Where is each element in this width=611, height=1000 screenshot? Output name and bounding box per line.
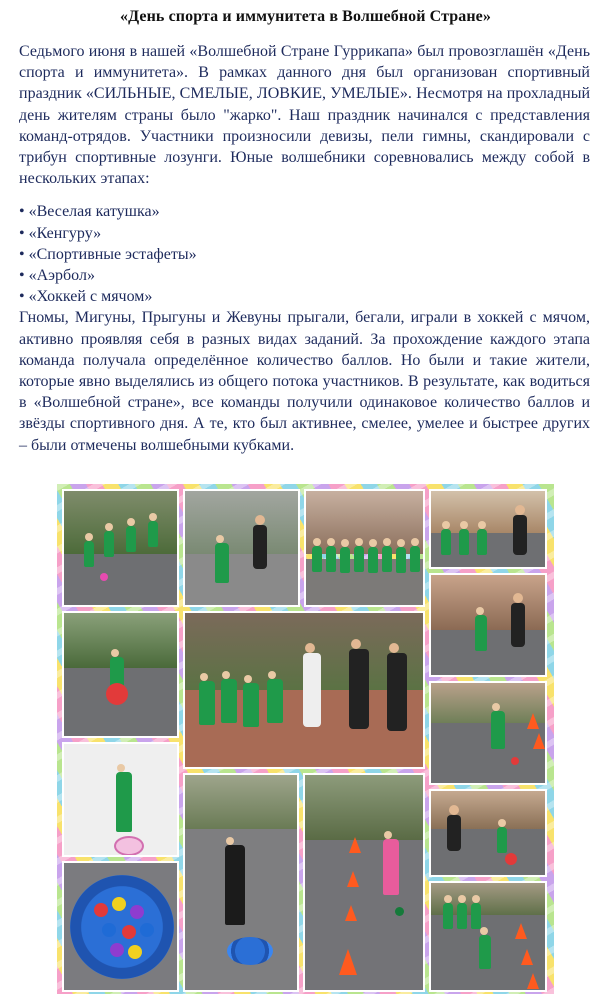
child-figure [84, 541, 94, 567]
child-figure [497, 827, 507, 853]
child-figure [479, 935, 491, 969]
photo-team-lineup [304, 489, 425, 607]
adult-figure [447, 815, 461, 851]
photo-collage [57, 484, 554, 994]
photo-background [305, 775, 423, 840]
child-figure [326, 546, 336, 572]
page-title: «День спорта и иммунитета в Волшебной Стране» [120, 8, 491, 25]
child-figure [104, 531, 114, 557]
adult-figure [511, 603, 525, 647]
adult-figure [513, 515, 527, 555]
child-figure [477, 529, 487, 555]
outro-paragraph: Гномы, Мигуны, Прыгуны и Жевуны прыгали, бегали, играли в хоккей с мячом, активно проявляя себя в разных видах заданий. За прохождение каждого этапа команда получала определённое количество баллов. Но были и такие жители, которые явно выделялись из общего потока участников. В результате, как водиться в «Волшебной стране», все команды получили одинаковое количество баллов и звёзды спортивного дня. А те, кто был активнее, смелее, умелее и быстрее других – были отмечены волшебными кубками. [19, 309, 590, 454]
ball [110, 943, 124, 957]
cone [527, 713, 539, 729]
list-item: • «Кенгуру» [19, 223, 590, 244]
cone [533, 733, 545, 749]
child-figure [267, 679, 283, 723]
photo-running-kid [429, 789, 547, 877]
photo-kid-throwing [62, 742, 179, 857]
photo-background [64, 491, 177, 554]
photo-kid-with-adult [183, 489, 300, 607]
photo-ground [305, 840, 423, 991]
adult-figure [349, 649, 369, 729]
child-figure [475, 615, 487, 651]
photo-kids-line [62, 489, 179, 607]
photo-group-outdoor [429, 489, 547, 569]
list-item: • «Аэрбол» [19, 265, 590, 286]
child-figure [410, 546, 420, 572]
article-body [19, 41, 590, 456]
child-figure [383, 839, 399, 895]
child-figure [368, 547, 378, 573]
photo-ground [431, 630, 545, 675]
ball [130, 905, 144, 919]
child-figure [396, 547, 406, 573]
child-figure [243, 683, 259, 727]
cone [339, 949, 357, 975]
photo-hopper-ball [62, 611, 179, 738]
photo-cones-course [303, 773, 425, 992]
cone [345, 905, 357, 921]
ball [94, 903, 108, 917]
cone [527, 973, 539, 989]
child-figure [441, 529, 451, 555]
child-figure [443, 903, 453, 929]
basket [114, 836, 144, 856]
child-figure [148, 521, 158, 547]
child-figure [457, 903, 467, 929]
intro-paragraph: Седьмого июня в нашей «Волшебной Стране Гуррикапа» был провозглашён «День спорта и иммунитета». В рамках данного дня был организован спортивный праздник «СИЛЬНЫЕ, СМЕЛЫЕ, ЛОВКИЕ, УМЕЛЫЕ». Несмотря на прохладный день жителям страны было "жарко". Наш праздник начинался с представления команд-отрядов. Участники произносили девизы, пели гимны, скандировали с трибун спортивные лозунги. Юные волшебники соревновались между собой в нескольких этапах: [19, 43, 590, 188]
list-item: • «Спортивные эстафеты» [19, 244, 590, 265]
child-figure [126, 526, 136, 552]
child-figure [354, 546, 364, 572]
photo-hockey-course [429, 881, 547, 992]
photo-ground [64, 554, 177, 605]
photo-balls-bowl [62, 861, 179, 992]
child-figure [382, 546, 392, 572]
child-figure [199, 681, 215, 725]
ball [140, 923, 154, 937]
adult-figure [387, 653, 407, 731]
photo-background [185, 775, 297, 829]
child-figure [225, 845, 245, 925]
photo-background [306, 491, 423, 554]
photo-stick-dribble [429, 681, 547, 785]
ball [122, 925, 136, 939]
ball [395, 907, 404, 916]
list-item: • «Хоккей с мячом» [19, 286, 590, 307]
child-figure [116, 772, 132, 832]
cone [349, 837, 361, 853]
ball-bowl [70, 875, 174, 979]
photo-ground [431, 723, 545, 783]
photo-background [431, 575, 545, 630]
child-figure [312, 546, 322, 572]
stages-list [19, 201, 590, 307]
child-figure [471, 903, 481, 929]
hopper-ball [106, 683, 128, 705]
ball [102, 923, 116, 937]
photo-team-with-teachers [183, 611, 425, 769]
child-figure [340, 547, 350, 573]
list-item: • «Веселая катушка» [19, 201, 590, 222]
cone [515, 923, 527, 939]
cone [347, 871, 359, 887]
ball [112, 897, 126, 911]
ball [505, 853, 517, 865]
child-figure [221, 679, 237, 723]
child-figure [491, 711, 505, 749]
photo-ground [185, 554, 298, 605]
ball-bowl [227, 937, 273, 965]
ball [128, 945, 142, 959]
adult-figure [303, 653, 321, 727]
ball [100, 573, 108, 581]
photo-kid-bowl [183, 773, 299, 992]
cone [521, 949, 533, 965]
photo-background [185, 491, 298, 554]
adult-figure [253, 525, 267, 569]
child-figure [459, 529, 469, 555]
ball [511, 757, 519, 765]
photo-ball-exchange [429, 573, 547, 677]
child-figure [215, 543, 229, 583]
